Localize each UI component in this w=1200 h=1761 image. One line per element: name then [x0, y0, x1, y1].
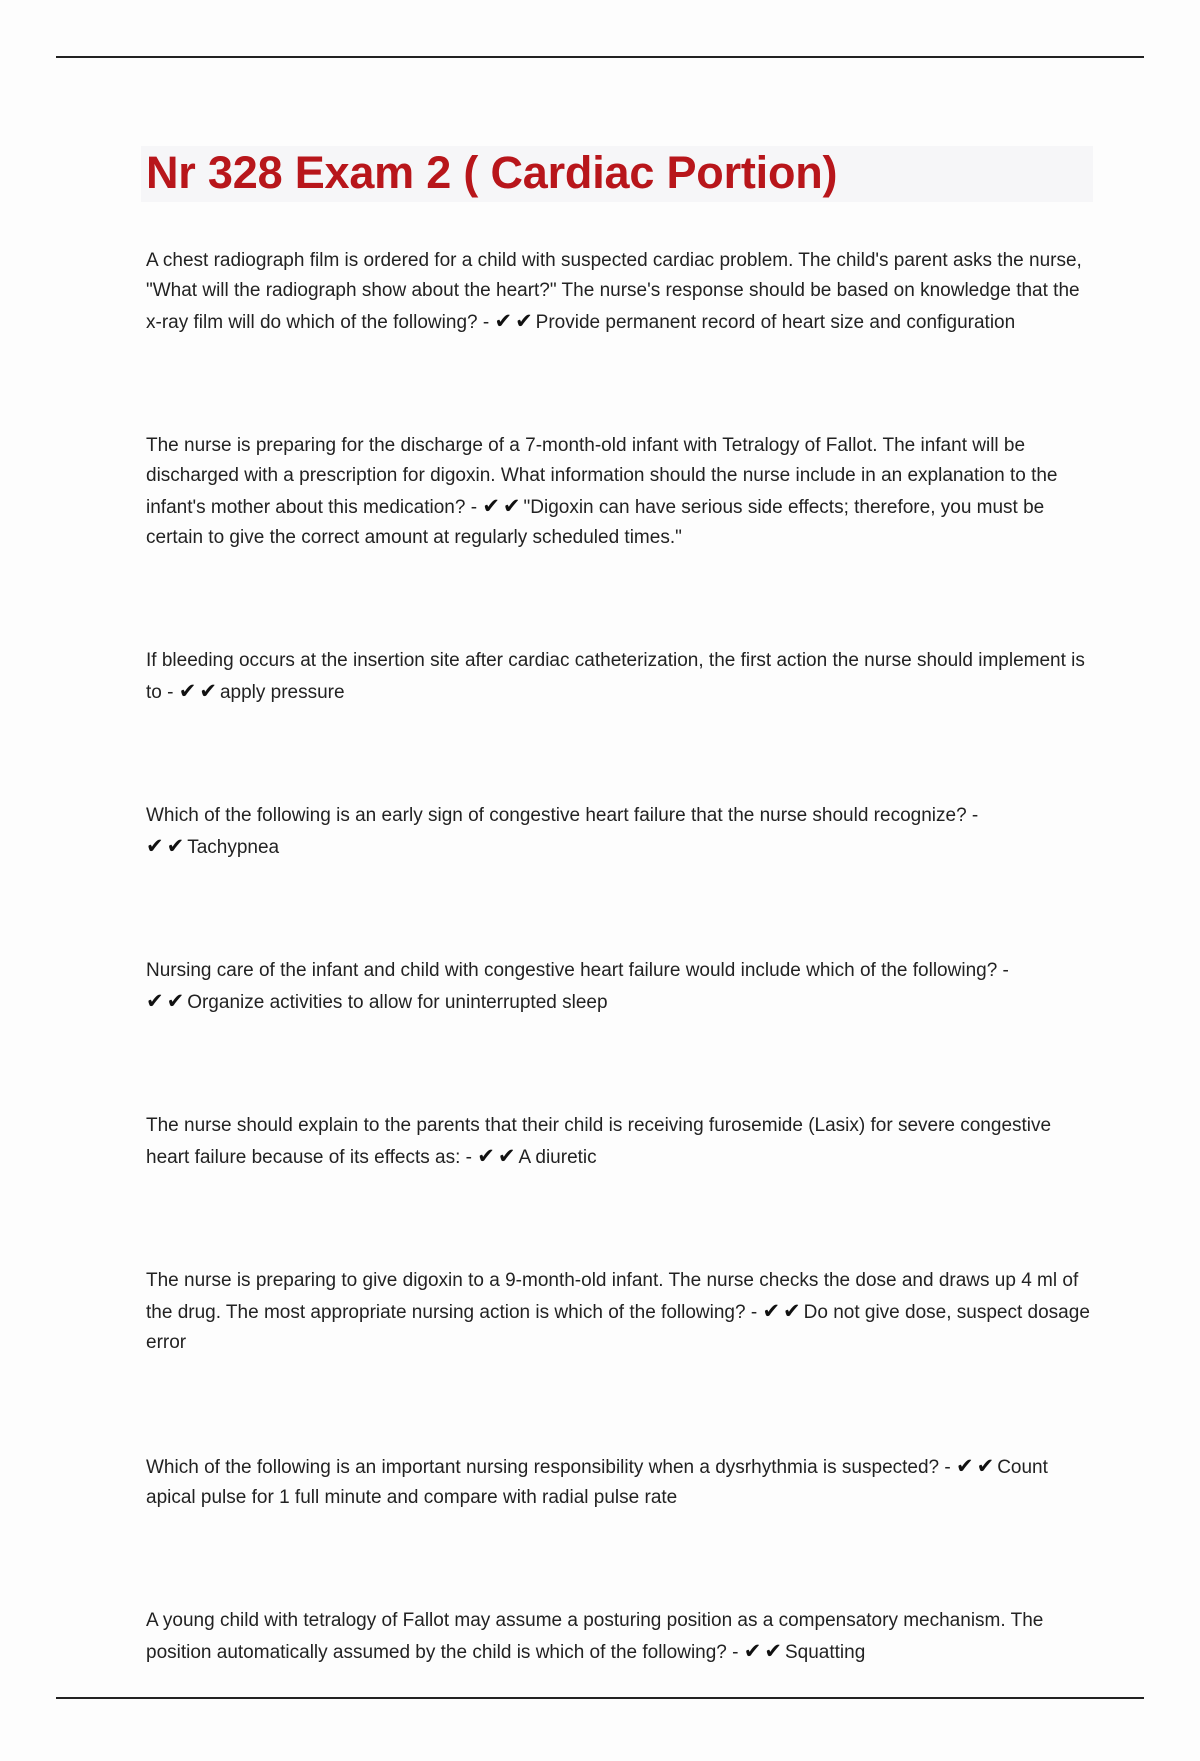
- question-text: Which of the following is an early sign of congestive heart failure that the nurse should recognize? -: [146, 805, 979, 826]
- qa-item: [146, 246, 1096, 338]
- qa-item: [146, 431, 1096, 553]
- answer-text: Organize activities to allow for uninterrupted sleep: [187, 992, 608, 1013]
- question-text: A chest radiograph film is ordered for a child with suspected cardiac problem. The child's parent asks the nurse, "What will the radiograph show about the heart?" The nurse's response should be based on knowledge that the x-ray film will do which of the following? -: [146, 250, 1082, 333]
- qa-item: [146, 1451, 1096, 1513]
- question-text: If bleeding occurs at the insertion site after cardiac catheterization, the first action the nurse should implement is to -: [146, 650, 1085, 703]
- qa-list: [146, 246, 1096, 1761]
- checkmark-icon: ✔✔: [743, 1639, 785, 1663]
- checkmark-icon: ✔✔: [762, 1299, 804, 1323]
- answer-text: Provide permanent record of heart size and configuration: [535, 312, 1016, 333]
- qa-item: [146, 801, 1096, 863]
- qa-item: [146, 1111, 1096, 1173]
- bottom-rule: [56, 1697, 1144, 1699]
- answer-text: Count apical pulse for 1 full minute and compare with radial pulse rate: [146, 1457, 1048, 1508]
- checkmark-icon: ✔✔: [178, 679, 220, 703]
- answer-text: apply pressure: [219, 682, 345, 703]
- checkmark-icon: ✔✔: [494, 309, 536, 333]
- answer-text: Squatting: [784, 1642, 866, 1663]
- question-text: The nurse is preparing for the discharge of a 7-month-old infant with Tetralogy of Fallot. The infant will be discharged with a prescription for digoxin. What information should the nurse include in an explanation to the infant's mother about this medication? -: [146, 435, 1058, 518]
- qa-item: [146, 1606, 1096, 1668]
- answer-text: Tachypnea: [187, 837, 280, 858]
- top-rule: [56, 56, 1144, 58]
- checkmark-icon: ✔✔: [146, 989, 188, 1013]
- checkmark-icon: ✔✔: [477, 1144, 519, 1168]
- qa-item: [146, 646, 1096, 708]
- question-text: Nursing care of the infant and child with congestive heart failure would include which of the following? -: [146, 960, 1009, 981]
- answer-text: A diuretic: [518, 1147, 597, 1168]
- answer-text: Do not give dose, suspect dosage error: [146, 1302, 1090, 1353]
- document-title: Nr 328 Exam 2 ( Cardiac Portion): [146, 147, 838, 198]
- qa-item: [146, 956, 1096, 1018]
- checkmark-icon: ✔✔: [956, 1454, 998, 1478]
- checkmark-icon: ✔✔: [146, 834, 188, 858]
- question-text: A young child with tetralogy of Fallot may assume a posturing position as a compensatory mechanism. The position automatically assumed by the child is which of the following? -: [146, 1610, 1044, 1663]
- question-text: The nurse should explain to the parents that their child is receiving furosemide (Lasix) for severe congestive heart failure because of its effects as: -: [146, 1115, 1052, 1168]
- answer-text: "Digoxin can have serious side effects; therefore, you must be certain to give the correct amount at regularly scheduled times.": [146, 497, 1045, 548]
- checkmark-icon: ✔✔: [482, 494, 524, 518]
- question-text: The nurse is preparing to give digoxin to a 9-month-old infant. The nurse checks the dose and draws up 4 ml of the drug. The most appropriate nursing action is which of the following? -: [146, 1270, 1079, 1323]
- question-text: Which of the following is an important nursing responsibility when a dysrhythmia is suspected? -: [146, 1457, 951, 1478]
- qa-item: [146, 1266, 1096, 1358]
